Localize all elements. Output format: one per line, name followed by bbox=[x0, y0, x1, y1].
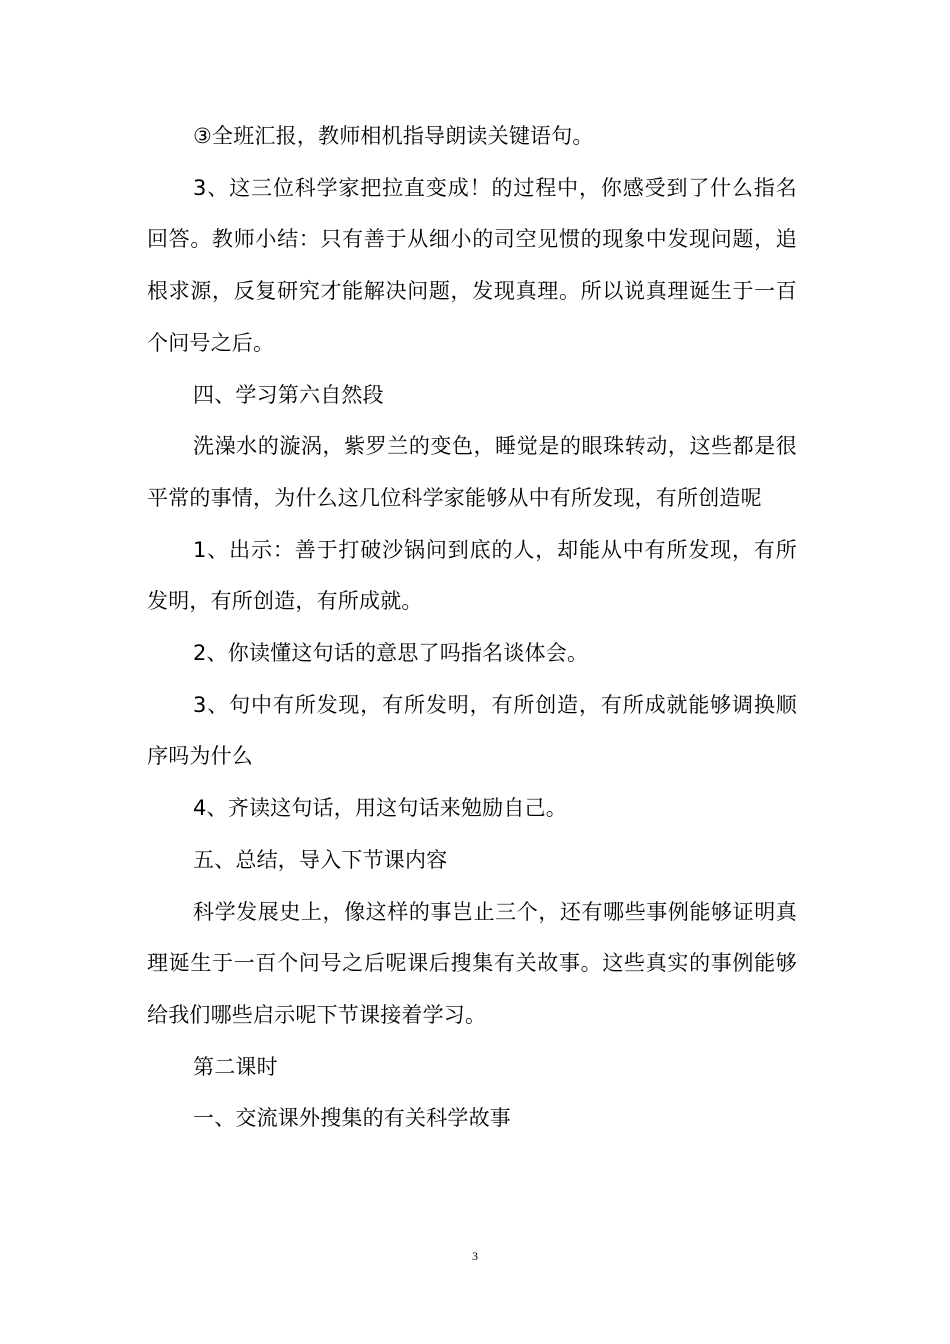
page-number: 3 bbox=[472, 1249, 478, 1263]
paragraph-swap-order: 3、句中有所发现，有所发明，有所创造，有所成就能够调换顺序吗为什么 bbox=[147, 692, 797, 769]
paragraph-understand-meaning: 2、你读懂这句话的意思了吗指名谈体会。 bbox=[193, 641, 589, 666]
body-text bbox=[147, 111, 797, 1145]
paragraph-read-together: 4、齐读这句话，用这句话来勉励自己。 bbox=[193, 796, 567, 821]
paragraph-show-sentence: 1、出示：善于打破沙锅问到底的人，却能从中有所发现，有所发明，有所创造，有所成就。 bbox=[147, 537, 797, 614]
paragraph-ordinary-things: 洗澡水的漩涡，紫罗兰的变色，睡觉是的眼珠转动，这些都是很平常的事情，为什么这几位科学家能够从中有所发现，有所创造呢 bbox=[147, 434, 797, 510]
paragraph-scientists-feeling: 3、这三位科学家把拉直变成！的过程中，你感受到了什么指名回答。教师小结：只有善于从细小的司空见惯的现象中发现问题，追根求源，反复研究才能解决问题，发现真理。所以说真理诞生于一百个问号之后。 bbox=[147, 175, 797, 355]
section-heading-summary: 五、总结，导入下节课内容 bbox=[193, 847, 448, 872]
section-heading-exchange-stories: 一、交流课外搜集的有关科学故事 bbox=[193, 1106, 511, 1131]
paragraph-science-history: 科学发展史上，像这样的事岂止三个，还有哪些事例能够证明真理诞生于一百个问号之后呢课后搜集有关故事。这些真实的事例能够给我们哪些启示呢下节课接着学习。 bbox=[147, 899, 797, 1027]
section-heading-second-lesson: 第二课时 bbox=[193, 1054, 278, 1079]
section-heading-learn-sixth: 四、学习第六自然段 bbox=[193, 382, 384, 407]
paragraph-report: ③全班汇报，教师相机指导朗读关键语句。 bbox=[193, 124, 594, 148]
